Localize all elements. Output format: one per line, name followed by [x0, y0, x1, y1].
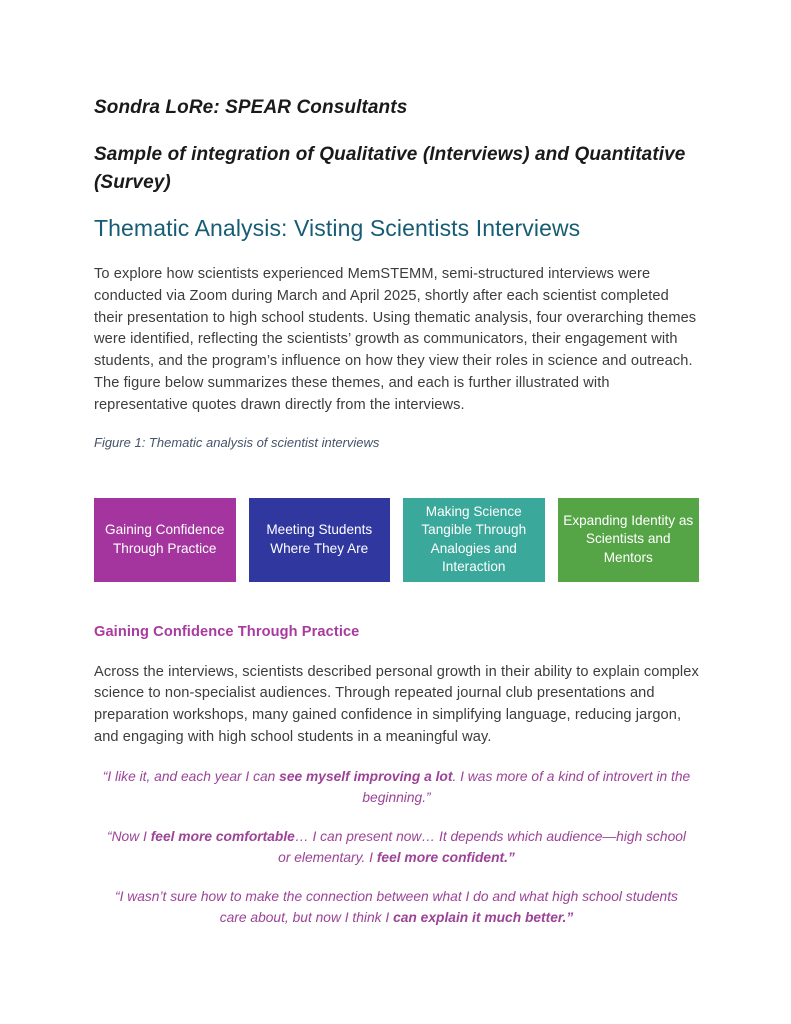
theme-box-label: Gaining Confidence Through Practice [105, 522, 225, 556]
figure-caption: Figure 1: Thematic analysis of scientist interviews [94, 434, 380, 450]
theme-box-expanding-identity [558, 498, 700, 582]
theme-box-label: Making Science Tangible Through Analogies and Interaction [421, 503, 527, 575]
theme-box-gaining-confidence [94, 498, 236, 582]
section-heading: Thematic Analysis: Visting Scientists Interviews [94, 215, 581, 241]
quote-1: “I like it, and each year I can see myself improving a lot. I was more of a kind of introvert in the beginning.” [102, 768, 691, 806]
theme-paragraph: Across the interviews, scientists described personal growth in their ability to explain complex science to non-specialist audiences. Through repeated journal club presentations and preparation workshops, many gained confidence in simplifying language, reducing jargon, and engaging with high school students in a meaningful way. [94, 663, 699, 745]
theme-box-making-science-tangible [403, 498, 545, 582]
theme-box-label: Expanding Identity as Scientists and Mentors [563, 512, 694, 565]
intro-paragraph: To explore how scientists experienced MemSTEMM, semi-structured interviews were conducted via Zoom during March and April 2025, shortly after each scientist completed their presentation to high school students. Using thematic analysis, four overarching themes were identified, reflecting the scientists’ growth as communicators, their engagement with students, and the program’s influence on how they view their roles in science and outreach. The figure below summarizes these themes, and each is further illustrated with representative quotes drawn directly from the interviews. [94, 266, 697, 413]
quote-2: “Now I feel more comfortable… I can present now… It depends which audience—high school or elementary. I feel more confident.” [107, 828, 686, 866]
author-title: Sondra LoRe: SPEAR Consultants [94, 97, 408, 118]
theme-box-label: Meeting Students Where They Are [266, 522, 373, 556]
quote-3: “I wasn’t sure how to make the connection between what I do and what high school students care about, but now I think I can explain it much better.” [115, 888, 678, 926]
document-subtitle: Sample of integration of Qualitative (Interviews) and Quantitative (Survey) [94, 144, 686, 193]
theme-heading: Gaining Confidence Through Practice [94, 623, 360, 640]
theme-box-meeting-students [249, 498, 391, 582]
theme-boxes-figure [94, 498, 699, 582]
content-area [94, 94, 699, 929]
